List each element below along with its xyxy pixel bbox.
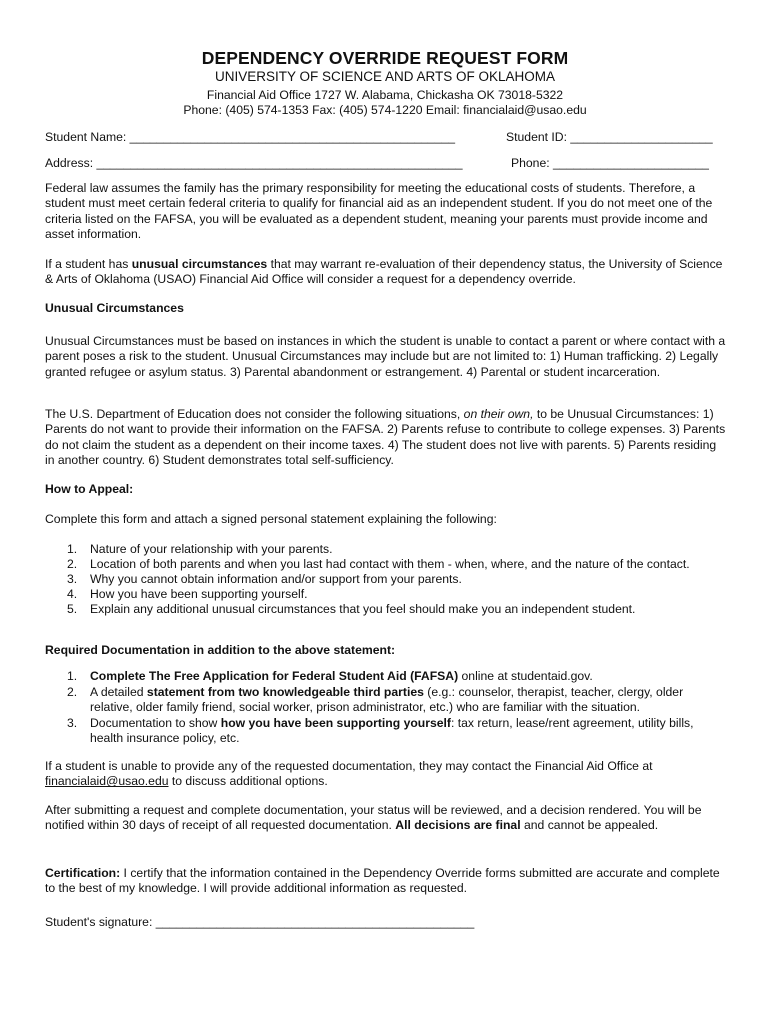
intro2-post: that may warrant re-evaluation of their dependency status, the University of Science & Arts of Oklahoma (USAO) Financial Aid Office will consider a request for a dependency override.: [45, 257, 723, 287]
list-item: [45, 602, 727, 617]
list-item: [45, 685, 727, 716]
university-name: UNIVERSITY OF SCIENCE AND ARTS OF OKLAHOMA: [214, 69, 556, 84]
appeal-heading-block: [45, 482, 727, 497]
list-number: 4.: [67, 587, 78, 601]
doc-item-rest: : tax return, lease/rent agreement, utility bills, health insurance policy, etc.: [90, 715, 694, 745]
intro-paragraph-2: [45, 257, 727, 288]
unusual-heading-block: [45, 301, 727, 316]
doc-item-bold: statement from two knowledgeable third parties: [146, 684, 424, 699]
list-item: [45, 572, 727, 587]
list-number: 2.: [67, 557, 78, 571]
list-text: Location of both parents and when you last had contact with them - when, where, and the nature of the contact.: [90, 557, 690, 571]
list-number: 3.: [67, 572, 78, 586]
list-number: 1.: [67, 669, 78, 683]
certification-paragraph: [45, 866, 727, 897]
list-number: 1.: [67, 542, 78, 556]
unusual-text-1: Unusual Circumstances must be based on instances in which the student is unable to contact a parent or where contact with a parent poses a risk to the student. Unusual Circumstances may include but are not limited to: 1) Human trafficking. 2) Legally granted refugee or asylum status. 3) Parental abandonment or estrangement. 4) Parental or student incarceration.: [45, 334, 726, 379]
unusual-paragraph-2: [45, 407, 727, 468]
intro-paragraph-1: [45, 181, 727, 242]
list-item: [45, 587, 727, 602]
appeal-list: [45, 542, 727, 617]
documentation-heading: Required Documentation in addition to the above statement:: [45, 643, 396, 657]
review-pre: After submitting a request and complete documentation, your status will be reviewed, and a decision rendered. You will be notified within 30 days of receipt of all requested documentation.: [45, 803, 702, 833]
contact-paragraph: [45, 759, 727, 790]
appeal-heading: How to Appeal:: [45, 482, 134, 496]
list-text: Explain any additional unusual circumstances that you feel should make you an independent student.: [90, 602, 636, 616]
student-id-field[interactable]: Student ID: _____________________: [506, 130, 713, 144]
appeal-intro-block: [45, 512, 727, 527]
student-name-row: [45, 130, 725, 144]
documentation-list: [45, 669, 727, 747]
list-number: 5.: [67, 602, 78, 616]
doc-item-pre: Documentation to show: [90, 715, 221, 730]
intro2-pre: If a student has: [45, 257, 132, 271]
unusual2-post: to be Unusual Circumstances: 1) Parents do not want to provide their information on the FAFSA. 2) Parents refuse to contribute to college expenses. 3) Parents do not claim the student as a dependent on their income taxes. 4) The student does not live with parents. 5) Parents residing in another country. 6) Student demonstrates total self-sufficiency.: [45, 407, 726, 467]
form-title: DEPENDENCY OVERRIDE REQUEST FORM: [201, 48, 569, 68]
unusual2-pre: The U.S. Department of Education does not consider the following situations,: [45, 407, 464, 421]
list-number: 3.: [67, 715, 78, 730]
unusual2-italic: on their own,: [463, 407, 534, 421]
office-address: Financial Aid Office 1727 W. Alabama, Chickasha OK 73018-5322: [206, 88, 564, 102]
documentation-list-block: [45, 669, 727, 747]
list-item: [45, 716, 727, 747]
list-item: [45, 557, 727, 572]
intro2-bold: unusual circumstances: [131, 257, 268, 271]
appeal-intro: Complete this form and attach a signed personal statement explaining the following:: [45, 512, 497, 526]
contact-post: to discuss additional options.: [168, 774, 328, 789]
student-name-field[interactable]: Student Name: ________________________________________________: [45, 130, 456, 144]
list-text: Nature of your relationship with your parents.: [90, 542, 333, 556]
list-number: 2.: [67, 684, 78, 699]
documentation-heading-block: [45, 643, 727, 658]
address-row: [45, 156, 725, 170]
phone-field[interactable]: Phone: _______________________: [511, 156, 709, 170]
email-link[interactable]: financialaid@usao.edu: [45, 774, 169, 789]
unusual-heading: Unusual Circumstances: [45, 301, 184, 315]
unusual-paragraph-1: [45, 334, 727, 380]
signature-block: [45, 915, 727, 930]
review-paragraph: [45, 803, 727, 834]
contact-pre: If a student is unable to provide any of the requested documentation, they may contact the Financial Aid Office at: [45, 759, 653, 773]
intro-text-1: Federal law assumes the family has the primary responsibility for meeting the educational costs of students. Therefore, a student must meet certain federal criteria to qualify for financial aid as an independent student. If you do not meet one of the criteria listed on the FAFSA, you will be evaluated as a dependent student, meaning your parents must provide income and asset information.: [45, 181, 713, 241]
list-text: Why you cannot obtain information and/or support from your parents.: [90, 572, 462, 586]
list-item: [45, 669, 727, 685]
list-text: How you have been supporting yourself.: [90, 587, 308, 601]
review-bold: All decisions are final: [395, 818, 521, 833]
list-item: [45, 542, 727, 557]
doc-item-bold: Complete The Free Application for Federal Student Aid (FAFSA): [90, 669, 459, 683]
address-field[interactable]: Address: ______________________________________________________: [45, 156, 463, 170]
office-contact: Phone: (405) 574-1353 Fax: (405) 574-1220 Email: financialaid@usao.edu: [183, 103, 587, 117]
certification-label: Certification:: [45, 866, 121, 880]
doc-item-pre: A detailed: [90, 684, 147, 699]
appeal-list-block: [45, 542, 727, 617]
doc-item-rest: (e.g.: counselor, therapist, teacher, clergy, older relative, older family friend, social worker, prison administrator, etc.) who are familiar with the situation.: [90, 684, 684, 714]
signature-field[interactable]: Student's signature: _______________________________________________: [45, 915, 475, 929]
doc-item-bold: how you have been supporting yourself: [220, 715, 451, 730]
review-post: and cannot be appealed.: [520, 818, 659, 833]
certification-text: I certify that the information contained in the Dependency Override forms submitted are accurate and complete to the best of my knowledge. I will provide additional information as requested.: [45, 866, 720, 896]
doc-item-rest: online at studentaid.gov.: [458, 669, 593, 683]
